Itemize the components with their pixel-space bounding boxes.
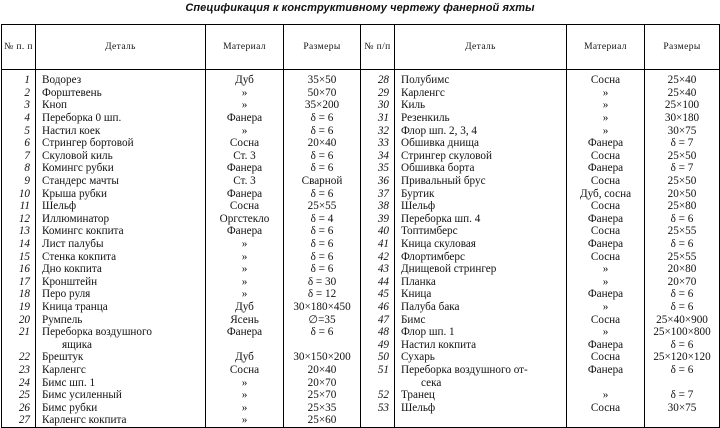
row-material: » (567, 326, 645, 339)
row-number: 49 (361, 338, 395, 351)
row-material: Фанера (206, 225, 284, 238)
table-row (2, 187, 361, 200)
table-row (361, 414, 720, 427)
table-row (2, 376, 361, 389)
table-row (361, 238, 720, 251)
row-dims: 25×55 (284, 200, 361, 213)
row-detail: Комингс кокпита (36, 225, 206, 238)
row-number: 47 (361, 313, 395, 326)
row-material: Фанера (206, 112, 284, 125)
table-row (2, 112, 361, 125)
table-row (2, 250, 361, 263)
table-row (361, 288, 720, 301)
table-row (361, 313, 720, 326)
row-material: Фанера (567, 288, 645, 301)
row-dims: 25×40×900 (645, 313, 720, 326)
row-detail: Перо руля (36, 288, 206, 301)
header-row (361, 25, 720, 70)
table-row (2, 238, 361, 251)
table-row (361, 401, 720, 414)
table-row (2, 389, 361, 402)
row-dims: 25×35 (284, 401, 361, 414)
row-dims: 20×70 (645, 276, 720, 289)
row-material: Ясень (206, 313, 284, 326)
row-material: » (206, 87, 284, 100)
row-detail: сека (395, 376, 567, 389)
row-number: 32 (361, 124, 395, 137)
table-row (2, 213, 361, 226)
header-detail: Деталь (395, 25, 567, 70)
row-dims: δ = 6 (645, 364, 720, 377)
row-detail: Стенка кокпита (36, 250, 206, 263)
row-detail: Крыша рубки (36, 187, 206, 200)
table-row (2, 99, 361, 112)
table-row (2, 351, 361, 364)
row-number (2, 338, 36, 351)
table-row (2, 276, 361, 289)
row-dims: δ = 6 (284, 326, 361, 339)
row-number: 35 (361, 162, 395, 175)
table-row (2, 401, 361, 414)
row-material: Сосна (567, 70, 645, 87)
row-detail: Водорез (36, 70, 206, 87)
table-row (2, 326, 361, 339)
row-number: 18 (2, 288, 36, 301)
row-number: 21 (2, 326, 36, 339)
row-detail: Палуба бака (395, 301, 567, 314)
row-detail: Румпель (36, 313, 206, 326)
row-dims: δ = 7 (645, 137, 720, 150)
row-number: 3 (2, 99, 36, 112)
table-row (2, 225, 361, 238)
row-material: » (567, 124, 645, 137)
row-material: » (567, 99, 645, 112)
row-material: » (206, 414, 284, 427)
row-material: » (206, 250, 284, 263)
row-material: Сосна (567, 401, 645, 414)
row-detail: Комингс рубки (36, 162, 206, 175)
table-row (2, 175, 361, 188)
row-material (567, 414, 645, 427)
table-row (2, 338, 361, 351)
table-row (361, 175, 720, 188)
row-dims: 25×60 (284, 414, 361, 427)
table-row (2, 364, 361, 377)
row-detail: Бимс (395, 313, 567, 326)
row-detail: Переборка шп. 4 (395, 213, 567, 226)
row-number: 10 (2, 187, 36, 200)
row-dims: 50×70 (284, 87, 361, 100)
row-material: Сосна (567, 200, 645, 213)
row-detail: Шельф (395, 401, 567, 414)
table-row (361, 376, 720, 389)
row-number: 17 (2, 276, 36, 289)
table-row (361, 364, 720, 377)
table-body-right (361, 70, 720, 428)
row-detail: Карленгс (395, 87, 567, 100)
row-material: » (206, 124, 284, 137)
row-number: 1 (2, 70, 36, 87)
table-row (361, 87, 720, 100)
row-number: 6 (2, 137, 36, 150)
row-number: 31 (361, 112, 395, 125)
row-number: 52 (361, 389, 395, 402)
row-material: Фанера (567, 338, 645, 351)
table-row (361, 137, 720, 150)
row-detail: Карленгс (36, 364, 206, 377)
row-detail: Переборка воздушного от- (395, 364, 567, 377)
row-dims: 30×75 (645, 124, 720, 137)
row-dims: δ = 6 (645, 301, 720, 314)
row-material: Фанера (567, 162, 645, 175)
row-dims: δ = 6 (284, 112, 361, 125)
spec-table-right (360, 24, 720, 428)
row-dims: δ = 4 (284, 213, 361, 226)
row-number: 22 (2, 351, 36, 364)
row-detail: Настил коек (36, 124, 206, 137)
row-material: » (206, 238, 284, 251)
row-dims (645, 414, 720, 427)
header-material: Материал (567, 25, 645, 70)
row-detail: Переборка воздушного (36, 326, 206, 339)
row-detail: Бимс усиленный (36, 389, 206, 402)
header-dims: Размеры (645, 25, 720, 70)
row-material: Сосна (567, 313, 645, 326)
row-dims (284, 338, 361, 351)
row-material: » (567, 276, 645, 289)
row-dims: 25×55 (645, 250, 720, 263)
table-row (2, 162, 361, 175)
row-detail: Переборка 0 шп. (36, 112, 206, 125)
table-row (361, 225, 720, 238)
row-material: Сосна (567, 250, 645, 263)
row-dims: 25×70 (284, 389, 361, 402)
row-detail: Кница скуловая (395, 238, 567, 251)
row-number: 23 (2, 364, 36, 377)
row-number: 27 (2, 414, 36, 427)
row-number: 44 (361, 276, 395, 289)
table-row (361, 276, 720, 289)
row-dims: 35×200 (284, 99, 361, 112)
row-number: 24 (2, 376, 36, 389)
row-dims: δ = 7 (645, 389, 720, 402)
row-material: Фанера (567, 238, 645, 251)
table-row (2, 70, 361, 87)
row-dims: δ = 6 (645, 338, 720, 351)
row-dims (645, 376, 720, 389)
row-dims: 25×100 (645, 99, 720, 112)
row-number: 7 (2, 150, 36, 163)
table-row (361, 124, 720, 137)
row-material: Сосна (206, 200, 284, 213)
table-row (2, 414, 361, 427)
row-dims: 25×55 (645, 225, 720, 238)
row-material: Сосна (567, 150, 645, 163)
row-detail: Форштевень (36, 87, 206, 100)
header-row (2, 25, 361, 70)
row-dims: 25×80 (645, 200, 720, 213)
table-row (361, 301, 720, 314)
row-detail: Стандерс мачты (36, 175, 206, 188)
row-detail: Скуловой киль (36, 150, 206, 163)
row-dims: δ = 6 (284, 250, 361, 263)
row-material: Сосна (567, 175, 645, 188)
row-dims: 25×40 (645, 70, 720, 87)
row-dims: 30×75 (645, 401, 720, 414)
row-material: Дуб (206, 70, 284, 87)
row-number: 13 (2, 225, 36, 238)
row-material: Фанера (567, 137, 645, 150)
row-detail: Полубимс (395, 70, 567, 87)
row-number: 43 (361, 263, 395, 276)
row-material: » (567, 112, 645, 125)
table-row (2, 200, 361, 213)
row-material: Сосна (567, 351, 645, 364)
row-detail: Кноп (36, 99, 206, 112)
row-detail: Брештук (36, 351, 206, 364)
row-material: Фанера (567, 364, 645, 377)
row-dims: 25×40 (645, 87, 720, 100)
row-detail: Стрингер бортовой (36, 137, 206, 150)
row-dims: 20×80 (645, 263, 720, 276)
row-number: 8 (2, 162, 36, 175)
row-number: 29 (361, 87, 395, 100)
row-material: Ст. 3 (206, 175, 284, 188)
row-detail: Флор шп. 2, 3, 4 (395, 124, 567, 137)
row-number: 12 (2, 213, 36, 226)
row-material: » (206, 263, 284, 276)
row-material: Сосна (567, 225, 645, 238)
row-detail: Флортимберс (395, 250, 567, 263)
row-material: » (206, 276, 284, 289)
row-number: 4 (2, 112, 36, 125)
row-detail: ящика (36, 338, 206, 351)
row-material: » (567, 263, 645, 276)
table-row (361, 99, 720, 112)
row-material: » (567, 301, 645, 314)
row-detail (395, 414, 567, 427)
table-row (361, 70, 720, 87)
row-dims: 30×180 (645, 112, 720, 125)
header-detail: Деталь (36, 25, 206, 70)
row-detail: Буртик (395, 187, 567, 200)
row-dims: 30×180×450 (284, 301, 361, 314)
row-dims: δ = 6 (284, 124, 361, 137)
row-number: 14 (2, 238, 36, 251)
row-detail: Транец (395, 389, 567, 402)
row-material: Ст. 3 (206, 150, 284, 163)
row-dims: δ = 6 (645, 213, 720, 226)
row-detail: Шельф (36, 200, 206, 213)
spec-table-left (1, 24, 361, 428)
row-number: 53 (361, 401, 395, 414)
row-material: » (206, 376, 284, 389)
table-row (2, 137, 361, 150)
row-number: 39 (361, 213, 395, 226)
row-dims: 25×50 (645, 175, 720, 188)
table-row (2, 263, 361, 276)
row-dims: 20×40 (284, 137, 361, 150)
row-number: 2 (2, 87, 36, 100)
row-material: » (206, 389, 284, 402)
table-row (361, 263, 720, 276)
header-dims: Размеры (284, 25, 361, 70)
row-detail: Обшивка днища (395, 137, 567, 150)
table-row (2, 301, 361, 314)
table-row (361, 326, 720, 339)
row-dims: 20×40 (284, 364, 361, 377)
row-detail: Привальный брус (395, 175, 567, 188)
row-detail: Кница транца (36, 301, 206, 314)
row-detail: Сухарь (395, 351, 567, 364)
row-dims: δ = 6 (645, 238, 720, 251)
header-num: № п/п (361, 25, 395, 70)
row-number: 34 (361, 150, 395, 163)
row-detail: Топтимберс (395, 225, 567, 238)
row-dims: δ = 6 (284, 162, 361, 175)
table-body-left (2, 70, 361, 428)
row-dims: δ = 30 (284, 276, 361, 289)
table-row (2, 87, 361, 100)
row-detail: Иллюминатор (36, 213, 206, 226)
row-number: 37 (361, 187, 395, 200)
row-material: » (206, 401, 284, 414)
row-dims: 20×50 (645, 187, 720, 200)
row-number (361, 376, 395, 389)
row-detail: Шельф (395, 200, 567, 213)
row-material: » (206, 288, 284, 301)
table-row (361, 112, 720, 125)
row-material (206, 338, 284, 351)
row-material: Сосна (206, 137, 284, 150)
row-material: » (567, 87, 645, 100)
table-row (361, 150, 720, 163)
row-number: 19 (2, 301, 36, 314)
row-dims: 30×150×200 (284, 351, 361, 364)
row-detail: Кница (395, 288, 567, 301)
row-dims: 25×100×800 (645, 326, 720, 339)
row-dims: 20×70 (284, 376, 361, 389)
row-number: 9 (2, 175, 36, 188)
row-detail: Обшивка борта (395, 162, 567, 175)
row-dims: ∅=35 (284, 313, 361, 326)
row-detail: Киль (395, 99, 567, 112)
row-material: » (206, 99, 284, 112)
row-material: Фанера (567, 213, 645, 226)
table-row (361, 200, 720, 213)
row-number: 25 (2, 389, 36, 402)
row-detail: Настил кокпита (395, 338, 567, 351)
row-material: Дуб (206, 351, 284, 364)
row-detail: Кронштейн (36, 276, 206, 289)
row-number: 41 (361, 238, 395, 251)
row-material: Дуб, сосна (567, 187, 645, 200)
table-row (361, 213, 720, 226)
row-detail: Бимс рубки (36, 401, 206, 414)
row-number: 51 (361, 364, 395, 377)
header-material: Материал (206, 25, 284, 70)
row-dims: δ = 6 (284, 187, 361, 200)
row-number: 20 (2, 313, 36, 326)
table-row (361, 351, 720, 364)
row-material: » (567, 389, 645, 402)
row-material (567, 376, 645, 389)
row-detail: Лист палубы (36, 238, 206, 251)
header-num: № п. п (2, 25, 36, 70)
row-number: 46 (361, 301, 395, 314)
row-number: 26 (2, 401, 36, 414)
row-detail: Бимс шп. 1 (36, 376, 206, 389)
row-number: 45 (361, 288, 395, 301)
row-material: Дуб (206, 301, 284, 314)
row-material: Фанера (206, 162, 284, 175)
row-number: 48 (361, 326, 395, 339)
row-detail: Планка (395, 276, 567, 289)
row-dims: 25×50 (645, 150, 720, 163)
table-row (361, 187, 720, 200)
row-dims: Сварной (284, 175, 361, 188)
row-detail: Стрингер скуловой (395, 150, 567, 163)
row-dims: δ = 6 (284, 150, 361, 163)
row-dims: δ = 12 (284, 288, 361, 301)
row-number: 36 (361, 175, 395, 188)
row-number: 16 (2, 263, 36, 276)
row-detail: Флор шп. 1 (395, 326, 567, 339)
row-dims: δ = 6 (284, 263, 361, 276)
row-number: 15 (2, 250, 36, 263)
table-row (2, 150, 361, 163)
table-row (2, 313, 361, 326)
row-dims: δ = 6 (645, 288, 720, 301)
table-row (2, 124, 361, 137)
row-material: Оргстекло (206, 213, 284, 226)
row-number: 42 (361, 250, 395, 263)
row-material: Фанера (206, 187, 284, 200)
row-detail: Дно кокпита (36, 263, 206, 276)
row-detail: Днищевой стрингер (395, 263, 567, 276)
row-detail: Резенкиль (395, 112, 567, 125)
row-detail: Карленгс кокпита (36, 414, 206, 427)
row-number: 28 (361, 70, 395, 87)
row-number: 38 (361, 200, 395, 213)
table-row (2, 288, 361, 301)
row-number: 40 (361, 225, 395, 238)
row-dims: 25×120×120 (645, 351, 720, 364)
table-row (361, 338, 720, 351)
table-row (361, 389, 720, 402)
row-dims: 35×50 (284, 70, 361, 87)
table-row (361, 162, 720, 175)
row-dims: δ = 6 (284, 238, 361, 251)
row-dims: δ = 7 (645, 162, 720, 175)
row-number (361, 414, 395, 427)
row-number: 33 (361, 137, 395, 150)
row-number: 30 (361, 99, 395, 112)
row-number: 11 (2, 200, 36, 213)
row-dims: δ = 6 (284, 225, 361, 238)
row-material: Фанера (206, 326, 284, 339)
row-material: Сосна (206, 364, 284, 377)
table-row (361, 250, 720, 263)
row-number: 5 (2, 124, 36, 137)
row-number: 50 (361, 351, 395, 364)
document-title: Спецификация к конструктивному чертежу фанерной яхты (185, 2, 535, 14)
